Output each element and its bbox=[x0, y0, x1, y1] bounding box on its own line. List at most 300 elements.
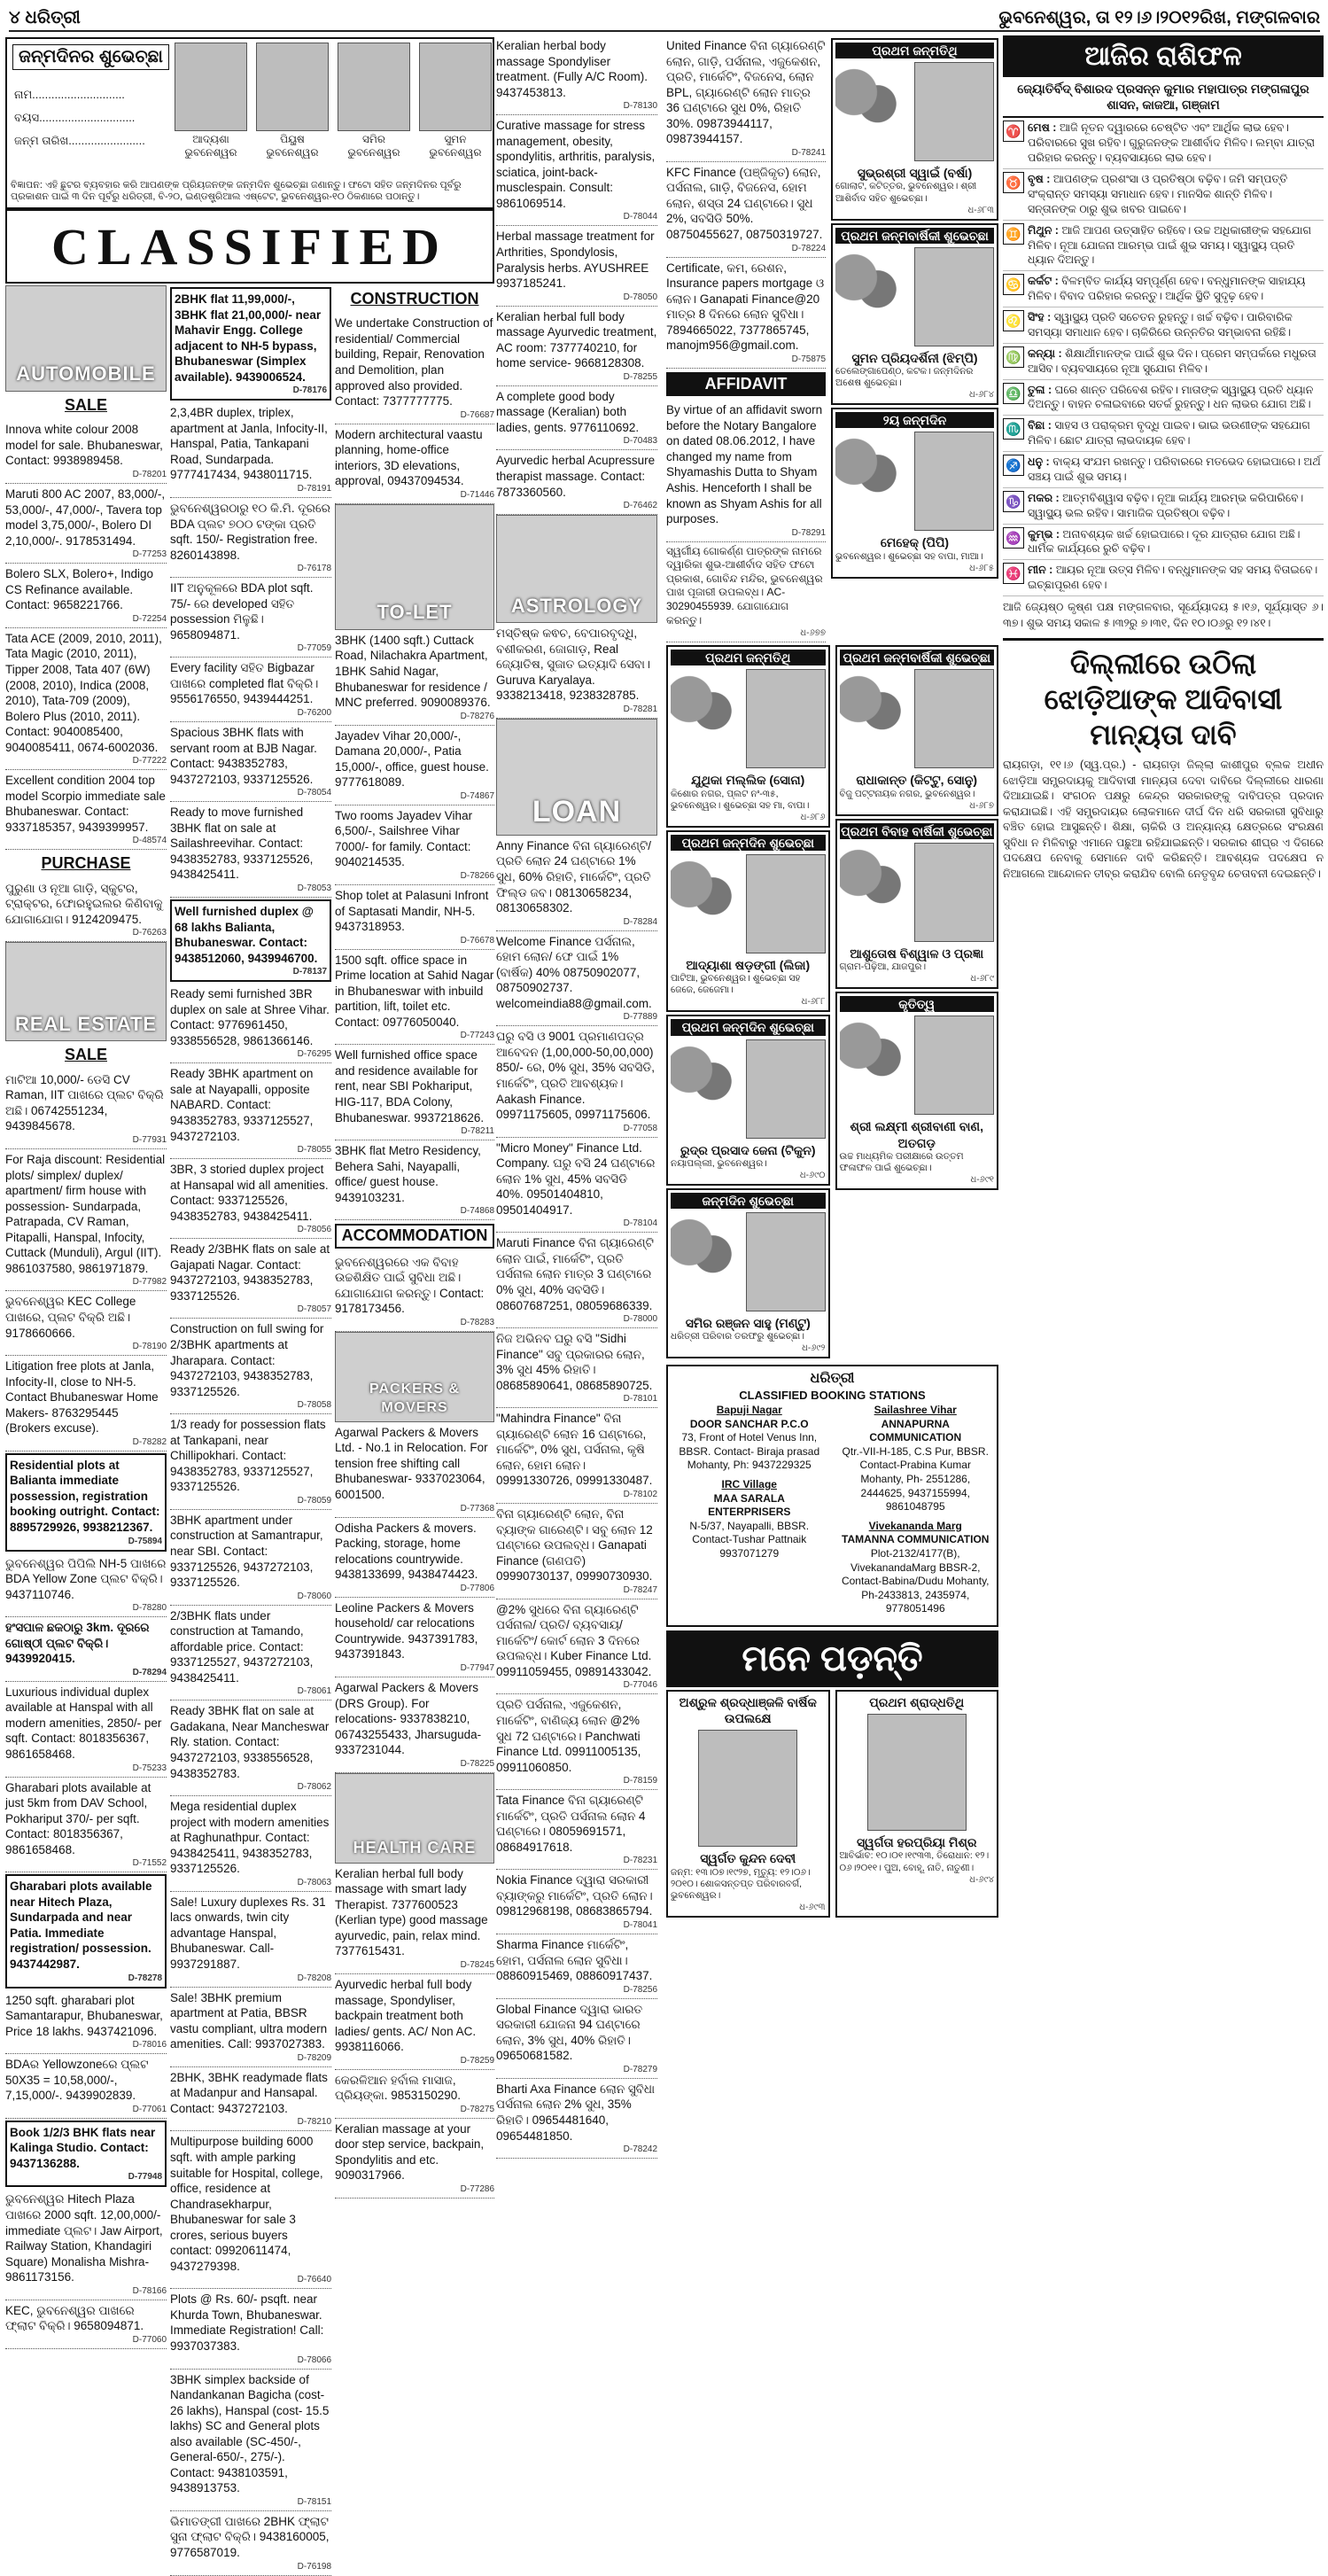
ad-code: ଧ-୬୯୪ bbox=[969, 1874, 994, 1885]
column-greetings bbox=[666, 35, 998, 2066]
child-place: ଭୁବନେଶ୍ୱର bbox=[429, 146, 482, 159]
classified-ad bbox=[335, 805, 494, 885]
station-address: N-5/37, Nayapalli, BBSR. Contact-Tushar Pattnaik 9937071279 bbox=[689, 1519, 810, 1560]
ad-code: D-78055 bbox=[297, 1145, 331, 1156]
ad-text: Keralian massage at your door step service, backpain, Spondylitis and etc. 9090317966. bbox=[335, 2121, 485, 2183]
classified-ad bbox=[335, 1140, 494, 1220]
classified-ad bbox=[5, 564, 167, 628]
classified-ad bbox=[335, 1045, 494, 1140]
classified-ad bbox=[666, 162, 826, 258]
col5-top bbox=[666, 35, 998, 642]
classified-banner bbox=[5, 209, 494, 284]
sample-photo-card bbox=[337, 43, 411, 160]
pujari-text: ସ୍ୱର୍ଗୀୟ ଗୋକର୍ଣ୍ଣ ପାତ୍ରଙ୍କ ନାମରେ ଦ୍ୱାରିକା ଶୁଭ-ଆଶୀର୍ବାଦ ସହିତ ଫଟୋ ପ୍ରକାଶ, ଗୋବିନ୍ଦ ମନ୍ଦିର, ଭୁବନେଶ୍ୱର ପାଖ ପୂଜାରୀ ଉପଲବ୍ଧ। AC- 30290455939. ଯୋଗାଯୋଗ କରନ୍ତୁ। bbox=[666, 544, 823, 626]
ad-text: Curative massage for stress management, obesity, spondylitis, arthritis, paralysis, sciatica, joint-back- musclespain. Consult: 9861069514. bbox=[496, 119, 656, 210]
prediction-text: ସ୍ୱାସ୍ଥ୍ୟ ପ୍ରତି ସଚେତନ ରୁହନ୍ତୁ। ଖର୍ଚ୍ଚ ବଢ଼ିବ। ପାରିବାରିକ ସମସ୍ୟା ସମାଧାନ ହେବ। ଚାକିରିରେ ଉନ୍ନତିର ସମ୍ଭାବନା ରହିଛି। bbox=[1028, 311, 1293, 339]
affidavit-notice bbox=[666, 400, 826, 541]
greeting-body: ଉଚ୍ଚ ମାଧ୍ୟମିକ ପରୀକ୍ଷାରେ ଉତ୍ତମ ଫଳାଫଳ ପାଇଁ ଶୁଭେଚ୍ଛା। bbox=[839, 1150, 964, 1173]
ad-code: D-78279 bbox=[623, 2064, 657, 2074]
sample-photos bbox=[174, 43, 493, 160]
ad-code: D-78044 bbox=[623, 212, 657, 222]
astrology-caption: ASTROLOGY bbox=[510, 594, 643, 617]
ad-code: D-78176 bbox=[292, 385, 327, 396]
ad-text: Multipurpose building 6000 sqft. with ample parking suitable for Hospital, college, office, residence at Chandrasekharpur, Bhubaneswar for sale 3 crores, serious buyers contact: 09920611474, 9437279398. bbox=[170, 2135, 323, 2273]
classified-ad bbox=[5, 2121, 167, 2188]
ad-code: D-76687 bbox=[460, 409, 494, 420]
packers-ads bbox=[335, 1422, 494, 1773]
balloons-graphic bbox=[835, 432, 897, 530]
horoscope-text-block bbox=[1028, 223, 1324, 268]
station-name: Vivekananda Marg bbox=[868, 1519, 962, 1532]
station-shop: DOOR SANCHAR P.C.O bbox=[689, 1417, 809, 1430]
ad-code: ଧ-୬୮୪ bbox=[968, 390, 994, 401]
ad-text: Jayadev Vihar 20,000/-, Damana 20,000/-, Patia 15,000/-, office, guest house. 9777618089. bbox=[335, 728, 489, 790]
ad-text: Maruti 800 AC 2007, 83,000/-, 53,000/-, 47,000/-, Tavera top model 3,75,000/-, Bolero DI 2,10,000/-. 9178531494. bbox=[5, 487, 166, 548]
classified-ad bbox=[496, 226, 657, 306]
column-flats bbox=[170, 285, 331, 2572]
child-place: ଭୁବନେଶ୍ୱର bbox=[184, 146, 237, 159]
packers-caption: PACKERS & MOVERS bbox=[369, 1381, 461, 1416]
ad-code: D-78210 bbox=[297, 2117, 331, 2128]
classified-ad bbox=[5, 1356, 167, 1451]
ad-code: D-78058 bbox=[297, 1400, 331, 1411]
classified-ad bbox=[170, 287, 331, 401]
ad-code: ଧ-୬୮୭ bbox=[969, 800, 994, 811]
photo-greeting-ad bbox=[835, 819, 999, 990]
ad-text: Keralian herbal full body massage with smart lady Therapist. 7377600523 (Kerlian type) good massage ayurvedic, pain, relax mind. 7377615431. bbox=[335, 1866, 488, 1958]
classified-ad bbox=[496, 1408, 657, 1504]
ad-code: D-74868 bbox=[460, 1206, 494, 1217]
ad-code: ଧ-୬୮୬ bbox=[800, 812, 826, 822]
ad-code: D-78241 bbox=[791, 147, 826, 158]
stations-brand: ଧରିତ୍ରୀ bbox=[810, 1371, 855, 1387]
ad-code: D-78191 bbox=[297, 484, 331, 494]
ad-text: Agarwal Packers & Movers Ltd. - No.1 in Relocation. For tension free shifting call Bhubaneswar- 9337023064, 6001500. bbox=[335, 1425, 488, 1502]
photo-greeting-ad bbox=[835, 645, 999, 816]
construction-heading: CONSTRUCTION bbox=[350, 290, 479, 307]
ad-code: D-76462 bbox=[623, 501, 657, 511]
ad-code: D-78062 bbox=[297, 1782, 331, 1793]
classified-ad bbox=[496, 1504, 657, 1599]
horoscope-entry bbox=[1003, 307, 1324, 344]
ad-code: D-77222 bbox=[132, 756, 167, 767]
balloons-graphic bbox=[840, 844, 902, 941]
ad-code: D-78231 bbox=[623, 1856, 657, 1866]
real-estate-ads bbox=[5, 1070, 167, 2349]
classified-ad bbox=[5, 419, 167, 484]
classified-ad bbox=[5, 2189, 167, 2300]
page-number-brand: ୪ ଧରିତ୍ରୀ bbox=[9, 7, 81, 27]
classified-ad bbox=[335, 2119, 494, 2199]
ad-code: D-78278 bbox=[128, 1973, 162, 1983]
classified-ad bbox=[666, 258, 826, 369]
greeting-title: ପ୍ରଥମ ଜନ୍ମଦିନ ଶୁଭେଚ୍ଛା bbox=[671, 835, 826, 851]
col5-left-sub bbox=[666, 35, 826, 642]
ad-text: Sale! Luxury duplexes Rs. 31 lacs onwards, twin city advantage Hanspal, Bhubaneswar. Call-9937291887. bbox=[170, 1895, 326, 1972]
classified-ad bbox=[496, 1026, 657, 1137]
ad-code: D-71552 bbox=[132, 1858, 167, 1869]
ad-code: D-77947 bbox=[460, 1662, 494, 1673]
packers-image bbox=[335, 1332, 494, 1422]
ad-code: D-78057 bbox=[297, 1304, 331, 1315]
child-name: ଆଦ୍ୟଶା bbox=[192, 133, 229, 145]
ad-text: BDAର Yellowzoneରେ ପ୍ଲଟ 50X35 = 10,58,000/-, 7,15,000/-. 9439902839. bbox=[5, 2058, 149, 2103]
classified-ad bbox=[170, 1063, 331, 1159]
ad-text: Book 1/2/3 BHK flats near Kalinga Studio. Contact: 9437136288. bbox=[10, 2125, 156, 2170]
classified-ad bbox=[5, 878, 167, 943]
ad-text: Innova white colour 2008 model for sale. Bhubaneswar, Contact: 9938989458. bbox=[5, 423, 163, 468]
classified-ad bbox=[496, 1934, 657, 1999]
ad-text: Certificate, କମ, ରେଶନ, Insurance papers mortgage ଓ ଲୋନ। Ganapati Finance@20 ମାତ୍ର 8 ଦିନରେ ଲୋନ ସୁବିଧା। 7894665022, 7377865745, manojm956@gmail.com. bbox=[666, 261, 825, 353]
classified-ad bbox=[170, 1239, 331, 1319]
ad-code: D-78259 bbox=[460, 2055, 494, 2066]
ad-text: Ready 3BHK flat on sale at Gadakana, Near Mancheswar Rly. station. Contact: 9437272103, 9338556528, 9438352783. bbox=[170, 1704, 330, 1780]
ad-text: United Finance ବିନା ଗ୍ୟାରେଣ୍ଟି ଲୋନ, ଗାଡ଼ି, ପର୍ସନାଲ, ଏଜୁକେଶନ, ପ୍ରତି, ମାର୍କେଟିଂ, ବିଜନେସ, ଲୋନ BPL, ଗ୍ୟାରେଣ୍ଟି ଲୋନ ମାତ୍ର 36 ଘଣ୍ଟାରେ ସୁଧ 0%, ରିହାତି 30%. 09873944117, 09873944157. bbox=[666, 39, 826, 146]
ad-text: Ready semi furnished 3BR duplex on sale at Shree Vihar. Contact: 9776961450, 9338556528, 9861366146. bbox=[170, 987, 330, 1047]
ad-code: D-75233 bbox=[132, 1763, 167, 1773]
ad-text: 3BHK (1400 sqft.) Cuttack Road, Nilachakra Apartment, 1BHK Sahid Nagar, Bhubaneswar for residence / MNC preferred. 9090089376. bbox=[335, 633, 491, 710]
horoscope-entry bbox=[1003, 560, 1324, 596]
ad-code: ଧ-୬୮୯ bbox=[970, 974, 994, 984]
balloons-graphic bbox=[671, 1040, 733, 1138]
ad-code: D-78284 bbox=[623, 916, 657, 927]
obituary-body: ଆବିର୍ଭାବ: ୧୦।୦୧।୧୯୩୩, ତିରୋଧାନ: ୧୨।୦୬।୨୦୧୧। ପୁଅ, ବୋହୂ, ନାତି, ନାତୁଣୀ। bbox=[839, 1850, 990, 1873]
person-photo bbox=[746, 669, 826, 768]
ad-code: D-78201 bbox=[132, 470, 167, 480]
ad-text: Well furnished duplex @ 68 lakhs Balianta, Bhubaneswar. Contact: 9438512060, 9439946700. bbox=[175, 904, 318, 965]
ad-code: D-78294 bbox=[132, 1667, 167, 1677]
ad-code: ଧ-୬୯୩ bbox=[799, 1902, 826, 1912]
child-place: ଭୁବନେଶ୍ୱର bbox=[347, 146, 400, 159]
greeting-title: ପ୍ରଥମ ଜନ୍ମତିଥି bbox=[671, 650, 826, 665]
ad-code: D-76200 bbox=[297, 708, 331, 719]
ad-code: D-78066 bbox=[297, 2354, 331, 2365]
balloons-graphic bbox=[671, 670, 733, 767]
greeting-body: ତେଲେଙ୍ଗାପେଣ୍ଠ, କଟକ। ଜନ୍ମଦିନର ଅଶେଷ ଶୁଭେଚ୍ଛା। bbox=[835, 366, 974, 389]
ad-text: Well furnished office space and residence available for rent, near SBI Pokhariput, HIG-117, BDA Colony, Bhubaneswar. 9937218626. bbox=[335, 1048, 485, 1125]
horoscope-entry bbox=[1003, 221, 1324, 272]
horoscope-text-block bbox=[1028, 274, 1324, 304]
ad-code: D-78137 bbox=[292, 967, 327, 977]
ad-text: Sale! 3BHK premium apartment at Patia, BBSR vastu compliant, ultra modern amenities. Call: 9937027383. bbox=[170, 1990, 328, 2051]
re-sale-heading: SALE bbox=[64, 1046, 107, 1064]
balloons-graphic bbox=[835, 248, 897, 346]
horoscope-text-block bbox=[1028, 455, 1324, 485]
construction-ads bbox=[335, 313, 494, 503]
classified-ad bbox=[335, 1518, 494, 1598]
ad-text: ଭୁବନେଶ୍ୱର ପିପିଲି NH-5 ପାଖରେ BDA Yellow Zone ପ୍ଲଟ ବିକ୍ରି। 9437110746. bbox=[5, 1556, 167, 1601]
classified-ad bbox=[5, 1874, 167, 1988]
deceased-photo bbox=[867, 1714, 967, 1831]
obituaries bbox=[666, 1687, 998, 1920]
ad-code: D-78050 bbox=[623, 292, 657, 302]
classified-ad bbox=[496, 307, 657, 386]
ad-text: 3BHK flat Metro Residency, Behera Sahi, Nayapalli, office/ guest house. 9439103231. bbox=[335, 1144, 481, 1204]
ad-text: Tata Finance ବିନା ଗ୍ୟାରେଣ୍ଟି ମାର୍କେଟିଂ, ପ୍ରତି ପର୍ସନାଲ ଲୋନ 4 ଘଣ୍ଟାରେ। 08059691571, 08684917618. bbox=[496, 1794, 646, 1854]
ad-text: Odisha Packers & movers. Packing, storage, home relocations countrywide. 9438133699, 9438474423. bbox=[335, 1521, 478, 1582]
ad-code: D-75894 bbox=[128, 1536, 162, 1546]
ad-code: ଧ-୬୮୮ bbox=[801, 997, 826, 1008]
ad-code: D-78276 bbox=[460, 711, 494, 721]
balloons-graphic bbox=[671, 1213, 733, 1311]
horoscope-text-block bbox=[1028, 172, 1324, 217]
classified-ad bbox=[5, 1553, 167, 1618]
column-horoscope bbox=[1003, 35, 1324, 2066]
classified-ad bbox=[5, 2300, 167, 2349]
balloons-graphic bbox=[671, 855, 733, 953]
booking-station bbox=[838, 1404, 994, 1514]
greeting-name: ସୁମନ ପ୍ରିୟଦର୍ଶିନୀ (ଝିମ୍ପି) bbox=[851, 350, 978, 365]
zodiac-icon: ♌ bbox=[1003, 310, 1024, 331]
classified-ad bbox=[496, 1870, 657, 1934]
greeting-title: ୨ୟ ଜନ୍ମଦିନ bbox=[835, 412, 994, 428]
ad-text: 1/3 ready for possession flats at Tankapani, near Chillipokhari. Contact: 9438352783, 9337125527, 9337125526. bbox=[170, 1418, 326, 1494]
greeting-pictures bbox=[671, 851, 826, 957]
ad-text: 3BR, 3 storied duplex project at Hansapal wid all amenities. Contact: 9337125526, 9438352783, 9438425411. bbox=[170, 1163, 329, 1223]
ad-text: We undertake Construction of residential/ Commercial building, Repair, Renovation and Demolition, plan approved also provided. Contact: 7377777775. bbox=[335, 316, 493, 409]
zodiac-name: ମେଷ : bbox=[1028, 121, 1057, 135]
ad-text: ଭିମାତଙ୍ଗୀ ପାଖରେ 2BHK ଫ୍ଲାଟ ସୁନା ଫ୍ଲାଟ ବିକ୍ରି। 9438160005, 9776587019. bbox=[170, 2514, 330, 2559]
ad-text: Two rooms Jayadev Vihar 6,500/-, Sailshree Vihar 7000/- for family. Contact: 9040214535. bbox=[335, 808, 473, 869]
photo-greeting-ad bbox=[831, 408, 998, 579]
classified-ad bbox=[5, 1070, 167, 1149]
ad-code: D-78255 bbox=[623, 371, 657, 382]
ad-code: ଧ-୬୯୦ bbox=[799, 1170, 826, 1180]
greeting-title: ପ୍ରଥମ ଜନ୍ମତିଥି bbox=[835, 43, 994, 58]
zodiac-icon: ♈ bbox=[1003, 121, 1024, 142]
horoscope-text-block bbox=[1028, 418, 1324, 448]
health-care-image bbox=[335, 1773, 494, 1864]
accommodation-heading: ACCOMMODATION bbox=[335, 1224, 494, 1248]
classified-ad bbox=[335, 424, 494, 504]
ad-code: D-78224 bbox=[791, 243, 826, 253]
sale-heading: SALE bbox=[64, 396, 107, 414]
affidavit-text: By virtue of an affidavit sworn before the Notary Bangalore on dated 08.06.2012, I have changed my name from Shyamashis Dutta to Shyam Ashis. Henceforth I shall be known as Shyam Ashis for all purposes. bbox=[666, 403, 823, 526]
stations-left bbox=[672, 1404, 827, 1622]
classified-ad bbox=[170, 1159, 331, 1239]
ad-text: @2% ସୁଧରେ ବିନା ଗ୍ୟାରେଣ୍ଟି ପର୍ସନାଲ/ ପ୍ରତି/ ବ୍ୟବସାୟ/ ମାର୍କେଟିଂ/ କୋର୍ଟ ଲୋନ 3 ଦିନରେ ଉପଲବ୍ଧ। Kuber Finance Ltd. 09911059455, 09891433042. bbox=[496, 1602, 652, 1678]
photo-greeting-ad bbox=[666, 830, 830, 1013]
automobile-image bbox=[5, 285, 167, 392]
prediction-text: ଆଜି ଆପଣ ଉତ୍ସାହିତ ରହିବେ। ଉଚ୍ଚ ଅଧିକାରୀଙ୍କ ସହଯୋଗ ମିଳିବ। ନୂଆ ଯୋଜନା ଆରମ୍ଭ ପାଇଁ ଶୁଭ ସମୟ। ସ୍ୱାସ୍ଥ୍ୟ ପ୍ରତି ଧ୍ୟାନ ଦିଅନ୍ତୁ। bbox=[1028, 223, 1312, 267]
ad-code: D-77253 bbox=[132, 549, 167, 560]
classified-ad bbox=[170, 1988, 331, 2067]
person-photo bbox=[914, 247, 994, 346]
classified-ad bbox=[170, 2370, 331, 2511]
zodiac-name: କୁମ୍ଭ : bbox=[1028, 527, 1060, 541]
ad-code: D-78101 bbox=[623, 1394, 657, 1405]
ad-text: କେରଳିଆନ ହର୍ବାଲ ମାସାଜ, ପ୍ରିୟଙ୍କା. 9853150290. bbox=[335, 2073, 462, 2103]
greeting-name: ସମିର ରଞ୍ଜନ ସାହୁ (ମଣ୍ଟୁ) bbox=[685, 1316, 811, 1331]
greeting-body: ଭୁବନେଶ୍ୱର। ଶୁଭେଚ୍ଛା ସହ ବାପା, ମାଆ। bbox=[835, 550, 983, 562]
station-name: Sailashree Vihar bbox=[874, 1404, 957, 1417]
person-photo bbox=[914, 1016, 994, 1115]
greeting-body: କିଶୋର ନଗର, ପ୍ଲଟ ନଂ-୩୫, ଭୁବନେଶ୍ୱର। ଶୁଭେଚ୍ଛା ସହ ମା, ବାପା। bbox=[671, 788, 810, 811]
station-name: IRC Village bbox=[721, 1478, 777, 1491]
ad-code: D-78266 bbox=[460, 870, 494, 881]
greeting-name: ମେହେକ୍ (ପିପି) bbox=[880, 535, 950, 550]
ad-text: Bolero SLX, Bolero+, Indigo CS Refinance available. Contact: 9658221766. bbox=[5, 567, 153, 612]
classified-ad bbox=[496, 115, 657, 226]
ad-code: D-78208 bbox=[297, 1973, 331, 1983]
prediction-text: ସାହସ ଓ ପରାକ୍ରମ ବୃଦ୍ଧି ପାଇବ। ଭାଇ ଭଉଣୀଙ୍କ ସହଯୋଗ ମିଳିବ। ଛୋଟ ଯାତ୍ରା ଲାଭଦାୟକ ହେବ। bbox=[1028, 419, 1310, 447]
ad-code: ଧ-୬୯୧ bbox=[970, 1174, 994, 1185]
obituary-ad bbox=[835, 1690, 999, 1918]
ad-text: "Micro Money" Finance Ltd. Company. ଘରୁ ବସି 24 ଘଣ୍ଟାରେ ଲୋନ 1% ସୁଧ, 45% ସବସିଡି 40%. 09501404810, 09501404917. bbox=[496, 1140, 656, 1217]
dateline: ଭୁବନେଶ୍ୱର, ତା ୧୨।୬।୨୦୧୨ରିଖ, ମଙ୍ଗଳବାର bbox=[998, 7, 1320, 27]
classified-ad bbox=[5, 1778, 167, 1873]
deceased-name: ସ୍ୱର୍ଗତା ହରପ୍ରିୟା ମିଶ୍ର bbox=[857, 1835, 977, 1850]
sample-photo-card bbox=[418, 43, 493, 160]
zodiac-icon: ♒ bbox=[1003, 527, 1024, 549]
ad-text: Litigation free plots at Janla, Infocity-II, close to NH-5. Contact Bhubaneswar Home Makers- 8763295445 (Brokers excuse). bbox=[5, 1359, 159, 1436]
ad-text: Ready 2/3BHK flats on sale at Gajapati Nagar. Contact: 9437272103, 9438352783, 9337125526. bbox=[170, 1242, 330, 1303]
ad-text: For Raja discount: Residential plots/ simplex/ duplex/ apartment/ firm house with possession- Sundarpada, Patrapada, CV Raman, Pitapalli, Hanspal, Infocity, Cuttack (Munduli), Argul (IIT). 9861037580, 9861971879. bbox=[5, 1153, 166, 1275]
ad-code: D-78130 bbox=[623, 101, 657, 112]
almanac-text: ଆଜି ଜ୍ୟେଷ୍ଠ କୃଷ୍ଣ ପକ୍ଷ ମଙ୍ଗଳବାର, ସୂର୍ଯ୍ୟୋଦୟ ୫।୧୬, ସୂର୍ଯ୍ୟାସ୍ତ ୬।୩୭। ଶୁଭ ସମୟ ସକାଳ ୫।୩୨ରୁ ୭।୩୧, ଦିନ ୧୦।୦୬ରୁ ୧୨।୪୧। bbox=[1003, 601, 1324, 629]
classified-ad bbox=[170, 578, 331, 658]
greeting-name: ଶ୍ରୀ ଲକ୍ଷ୍ମୀ ଶ୍ରୀବାଣୀ ବାଣ, ଅତଗଡ଼ bbox=[850, 1119, 983, 1150]
ad-code: D-76178 bbox=[297, 564, 331, 574]
ad-code: D-78063 bbox=[297, 1877, 331, 1887]
stations-right bbox=[838, 1404, 994, 1622]
ad-text: Sharma Finance ମାର୍କେଟିଂ, ହୋମ, ପର୍ସନାଲ ଲୋନ ସୁବିଧା। 08860915469, 08860917437. bbox=[496, 1938, 653, 1983]
ad-code: D-77368 bbox=[460, 1503, 494, 1514]
loan-image bbox=[496, 719, 657, 836]
classified-ad bbox=[496, 2079, 657, 2159]
ad-code: D-78280 bbox=[132, 1603, 167, 1614]
station-address: 73, Front of Hotel Venus Inn, BBSR. Contact- Biraja prasad Mohanty, Ph: 9437229325 bbox=[679, 1431, 820, 1472]
prediction-text: ଘରେ ଶାନ୍ତ ପରିବେଶ ରହିବ। ମାତାଙ୍କ ସ୍ୱାସ୍ଥ୍ୟ ପ୍ରତି ଧ୍ୟାନ ଦିଅନ୍ତୁ। ବାହନ ଚଳାଇବାରେ ସତର୍କ ରୁହନ୍ତୁ। ଧନ ଲାଭର ଯୋଗ ଅଛି। bbox=[1028, 383, 1314, 411]
ad-text: ନିଜ ଅଭିନବ ଘରୁ ବସି "Sidhi Finance" ସବୁ ପ୍ରକାରର ଲୋନ, 3% ସୁଧ 45% ରିହାତି। 08685890641, 08685890725. bbox=[496, 1332, 653, 1392]
classified-ad bbox=[170, 1892, 331, 1988]
classified-ad bbox=[496, 931, 657, 1027]
ad-text: Ready 3BHK apartment on sale at Nayapalli, opposite NABARD. Contact: 9438352783, 9337125527, 9437272103. bbox=[170, 1067, 314, 1143]
ad-code: D-78104 bbox=[623, 1218, 657, 1229]
ad-text: Keralian herbal full body massage Ayurvedic treatment, AC room: 7377740210, for home service- 9668128308. bbox=[496, 309, 657, 370]
page-header bbox=[9, 5, 1320, 32]
greeting-body: ବିଜୁ ପଟ୍ଟନାୟକ ନଗର, ଭୁବନେଶ୍ୱର। bbox=[839, 788, 975, 799]
ad-code: D-78166 bbox=[132, 2285, 167, 2296]
zodiac-icon: ♉ bbox=[1003, 172, 1024, 193]
ad-text: ଭୁବନେଶ୍ୱର KEC College ପାଖରେ, ପ୍ଲଟ ବିକ୍ରି ଅଛି। 9178660666. bbox=[5, 1295, 136, 1340]
ad-code: D-78000 bbox=[623, 1314, 657, 1325]
greeting-title: ପ୍ରଥମ ବିବାହ ବାର୍ଷିକୀ ଶୁଭେଚ୍ଛା bbox=[841, 823, 993, 838]
birthday-greeting-box bbox=[5, 37, 494, 209]
astrology-image bbox=[496, 515, 657, 623]
ad-code: D-78211 bbox=[461, 1126, 494, 1137]
child-name: ପିୟୁଷ bbox=[280, 133, 305, 145]
ad-text: Global Finance ଦ୍ୱାରା ଭାରତ ସରକାରୀ ଯୋଜନା 94 ଘଣ୍ଟାରେ ଲୋନ, 3% ସୁଧ, 40% ରିହାତି। 09650681582. bbox=[496, 2002, 643, 2063]
classified-ad bbox=[335, 1252, 494, 1332]
person-photo bbox=[746, 1212, 826, 1311]
ad-text: 1500 sqft. office space in Prime location at Sahid Nagar in Bhubaneswar with inbuild partition, lift, toilet etc. Contact: 09776050040. bbox=[335, 953, 494, 1029]
birthday-title: ଜନ୍ମଦିନର ଶୁଭେଚ୍ଛା bbox=[12, 44, 169, 70]
greeting-body: ଗୋଲାଟ, କଟିତ୍ତର, ଭୁବନେଶ୍ୱର। ଶ୍ରୀ ଆଶିର୍ବାଦ ସହିତ ଶୁଭେଚ୍ଛା। bbox=[835, 181, 977, 204]
horoscope-list bbox=[1003, 118, 1324, 596]
classified-ad bbox=[335, 885, 494, 950]
booking-stations bbox=[666, 1365, 998, 1627]
ad-text: 2BHK, 3BHK readymade flats at Madanpur and Hansapal. Contact: 9437272103. bbox=[170, 2070, 328, 2115]
classified-ad bbox=[335, 1974, 494, 2070]
ad-text: Tata ACE (2009, 2010, 2011), Tata Magic (2010, 2011), Tipper 2008, Tata 407 (6W) (2008, 2010), Indica (2008, 2010), Tata-709 (2009), Bolero Plus (2010, 2011). Contact: 9040085400, 9040085411, 0674-6002036. bbox=[5, 631, 162, 754]
greeting-title: ପ୍ରଥମ ଜନ୍ମଦିନ ଶୁଭେଚ୍ଛା bbox=[671, 1019, 826, 1035]
balloons-graphic bbox=[840, 670, 902, 767]
ad-code: D-77058 bbox=[623, 1123, 657, 1133]
ad-code: D-77061 bbox=[132, 2104, 167, 2114]
classified-ad bbox=[5, 1990, 167, 2055]
zodiac-icon: ♏ bbox=[1003, 418, 1024, 440]
ad-code: D-76678 bbox=[460, 935, 494, 946]
greeting-name: ଆଶୁତୋଷ ବିଶ୍ୱାଳ ଓ ପ୍ରଜ୍ଞା bbox=[850, 946, 984, 961]
greeting-pictures bbox=[835, 428, 994, 534]
ad-text: Residential plots at Balianta immediate possession, registration booking outright. Contact: 8895729926, 9938212367. bbox=[10, 1458, 160, 1534]
ad-code: D-78282 bbox=[132, 1436, 167, 1447]
ad-code: D-78245 bbox=[460, 1959, 494, 1970]
classified-ad bbox=[335, 1864, 494, 1974]
photo-greeting-ad bbox=[666, 1015, 830, 1186]
classified-ad bbox=[496, 1694, 657, 1790]
photo-greeting-ad bbox=[831, 223, 998, 406]
booking-station bbox=[672, 1478, 827, 1561]
greeting-name: ରାଧାକାନ୍ତ (କିଟ୍ଟୁ, ସୋନୁ) bbox=[856, 773, 978, 788]
affidavit-heading: AFFIDAVIT bbox=[666, 372, 826, 396]
ad-code: D-77948 bbox=[128, 2172, 162, 2183]
zodiac-name: କର୍କଟ : bbox=[1028, 275, 1059, 288]
classified-ad bbox=[496, 35, 657, 115]
station-shop: ANNAPURNA COMMUNICATION bbox=[869, 1417, 962, 1444]
classified-ad bbox=[170, 1319, 331, 1414]
massage-ads bbox=[496, 35, 657, 515]
prediction-text: ବାକ୍ୟ ସଂଯମ ରଖନ୍ତୁ। ପରିବାରରେ ମତଭେଦ ହୋଇପାରେ। ଅର୍ଥ ସଞ୍ଚୟ ପାଇଁ ଶୁଭ ସମୟ। bbox=[1028, 455, 1321, 483]
health-ads bbox=[335, 1864, 494, 2199]
astrology-ads bbox=[496, 623, 657, 719]
greeting-name: ସୁଭ୍ରଶ୍ରୀ ସ୍ୱାଇଁ (ବର୍ଷା) bbox=[857, 166, 973, 181]
classified-ad bbox=[496, 623, 657, 719]
zodiac-name: ମକର : bbox=[1028, 491, 1060, 504]
ad-text: Luxurious individual duplex available at Hanspal with all modern amenities, 2850/- per sqft. Contact: 8018356367, 9861658468. bbox=[5, 1685, 162, 1761]
ad-code: D-78190 bbox=[132, 1342, 167, 1352]
zodiac-icon: ♋ bbox=[1003, 274, 1024, 295]
obituary-body: ଜନ୍ମ: ୧୩।୦୭।୧୯୨୭, ମୃତ୍ୟୁ: ୧୨।୦୬।୨୦୧୦। ଶୋକସନ୍ତପ୍ତ ପରିବାରବର୍ଗ, ଭୁବନେଶ୍ୱର। bbox=[671, 1866, 811, 1901]
ad-code: ଧ-୬୮୫ bbox=[969, 563, 994, 573]
classified-ad bbox=[496, 1599, 657, 1695]
classified-ad bbox=[335, 1422, 494, 1518]
ad-text: KEC, ଭୁବନେଶ୍ୱର ପାଖରେ ଫ୍ଲାଟ ବିକ୍ରି। 9658094871. bbox=[5, 2303, 144, 2333]
ad-code: D-77286 bbox=[460, 2183, 494, 2194]
classified-ad bbox=[496, 1328, 657, 1408]
birthday-field-name: ନାମ............................. bbox=[14, 88, 125, 101]
child-name: ସୁମନ bbox=[444, 133, 467, 145]
child-photo bbox=[338, 43, 410, 131]
ad-code: D-78159 bbox=[623, 1776, 657, 1786]
ad-text: Maruti Finance ବିନା ଗ୍ୟାରେଣ୍ଟି ଲୋନ ପାଇଁ, ମାର୍କେଟିଂ, ପ୍ରତି ପର୍ସନାଲ ଲୋନ ମାତ୍ର 3 ଘଣ୍ଟାରେ 0% ସୁଧ, 40% ସବସିଡି। 08607687251, 08059686339. bbox=[496, 1236, 654, 1312]
horoscope-entry bbox=[1003, 525, 1324, 561]
horoscope-text-block bbox=[1028, 310, 1324, 340]
classified-ad bbox=[496, 450, 657, 515]
classified-ad bbox=[5, 1149, 167, 1291]
news-body: ରାୟଗଡ଼ା, ୧୧।୬ (ସ୍ୱ.ପ୍ର.) - ରାୟଗଡ଼ା ଜିଲ୍ଲା କାଶୀପୁର ବ୍ଲକ ଅଧୀନ ଝୋଡ଼ିଆ ସମ୍ପ୍ରଦାୟକୁ ଆଦିବାସୀ ମାନ୍ୟତା ଦେବା ଦାବିରେ ଦିଲ୍ଲୀରେ ଧାରଣା ଦିଆଯାଇଛି। ସଂଗଠନ ପକ୍ଷରୁ କେନ୍ଦ୍ର ସରକାରଙ୍କୁ ଦାବିପତ୍ର ପ୍ରଦାନ କରାଯାଇଛି। ଏହି ସମ୍ପ୍ରଦାୟର ଲୋକମାନେ ଦୀର୍ଘ ଦିନ ଧରି ସରକାରୀ ସୁବିଧାରୁ ବଞ୍ଚିତ ହୋଇ ଆସୁଛନ୍ତି। ଶିକ୍ଷା, ଚାକିରି ଓ ଅନ୍ୟାନ୍ୟ କ୍ଷେତ୍ରରେ ସଂରକ୍ଷଣ ସୁବିଧା ନ ମିଳିବାରୁ ଏମାନେ ପଛୁଆ ରହିଯାଇଛନ୍ତି। ସରକାର ଶୀଘ୍ର ଏ ଦିଗରେ ପଦକ୍ଷେପ ନେବାକୁ ସେମାନେ ଦାବି କରିଛନ୍ତି। ଆବଶ୍ୟକ ପଦକ୍ଷେପ ନ ନିଆଗଲେ ଆନ୍ଦୋଳନ ତୀବ୍ର କରାଯିବ ବୋଲି ନେତୃବୃନ୍ଦ ଚେତାବନୀ ଦେଇଛନ୍ତି। bbox=[1003, 759, 1324, 880]
ad-code: D-72254 bbox=[132, 613, 167, 624]
ad-code: D-77931 bbox=[132, 1135, 167, 1146]
finance-ads bbox=[666, 35, 826, 369]
ad-code: D-78054 bbox=[297, 788, 331, 798]
classified-ad bbox=[496, 1138, 657, 1234]
ad-text: ହଂସପାଳ ଛକଠାରୁ 3km. ଦୂରରେ ଗୋଷ୍ଠୀ ପ୍ଲଟ ବିକ୍ରି। 9439920415. bbox=[5, 1621, 150, 1666]
ad-code: D-77059 bbox=[297, 643, 331, 654]
ad-text: Construction on full swing for 2/3BHK apartments at Jharapara. Contact: 9437272103, 9438352783, 9337125526. bbox=[170, 1322, 324, 1398]
news-divider bbox=[1003, 638, 1324, 641]
